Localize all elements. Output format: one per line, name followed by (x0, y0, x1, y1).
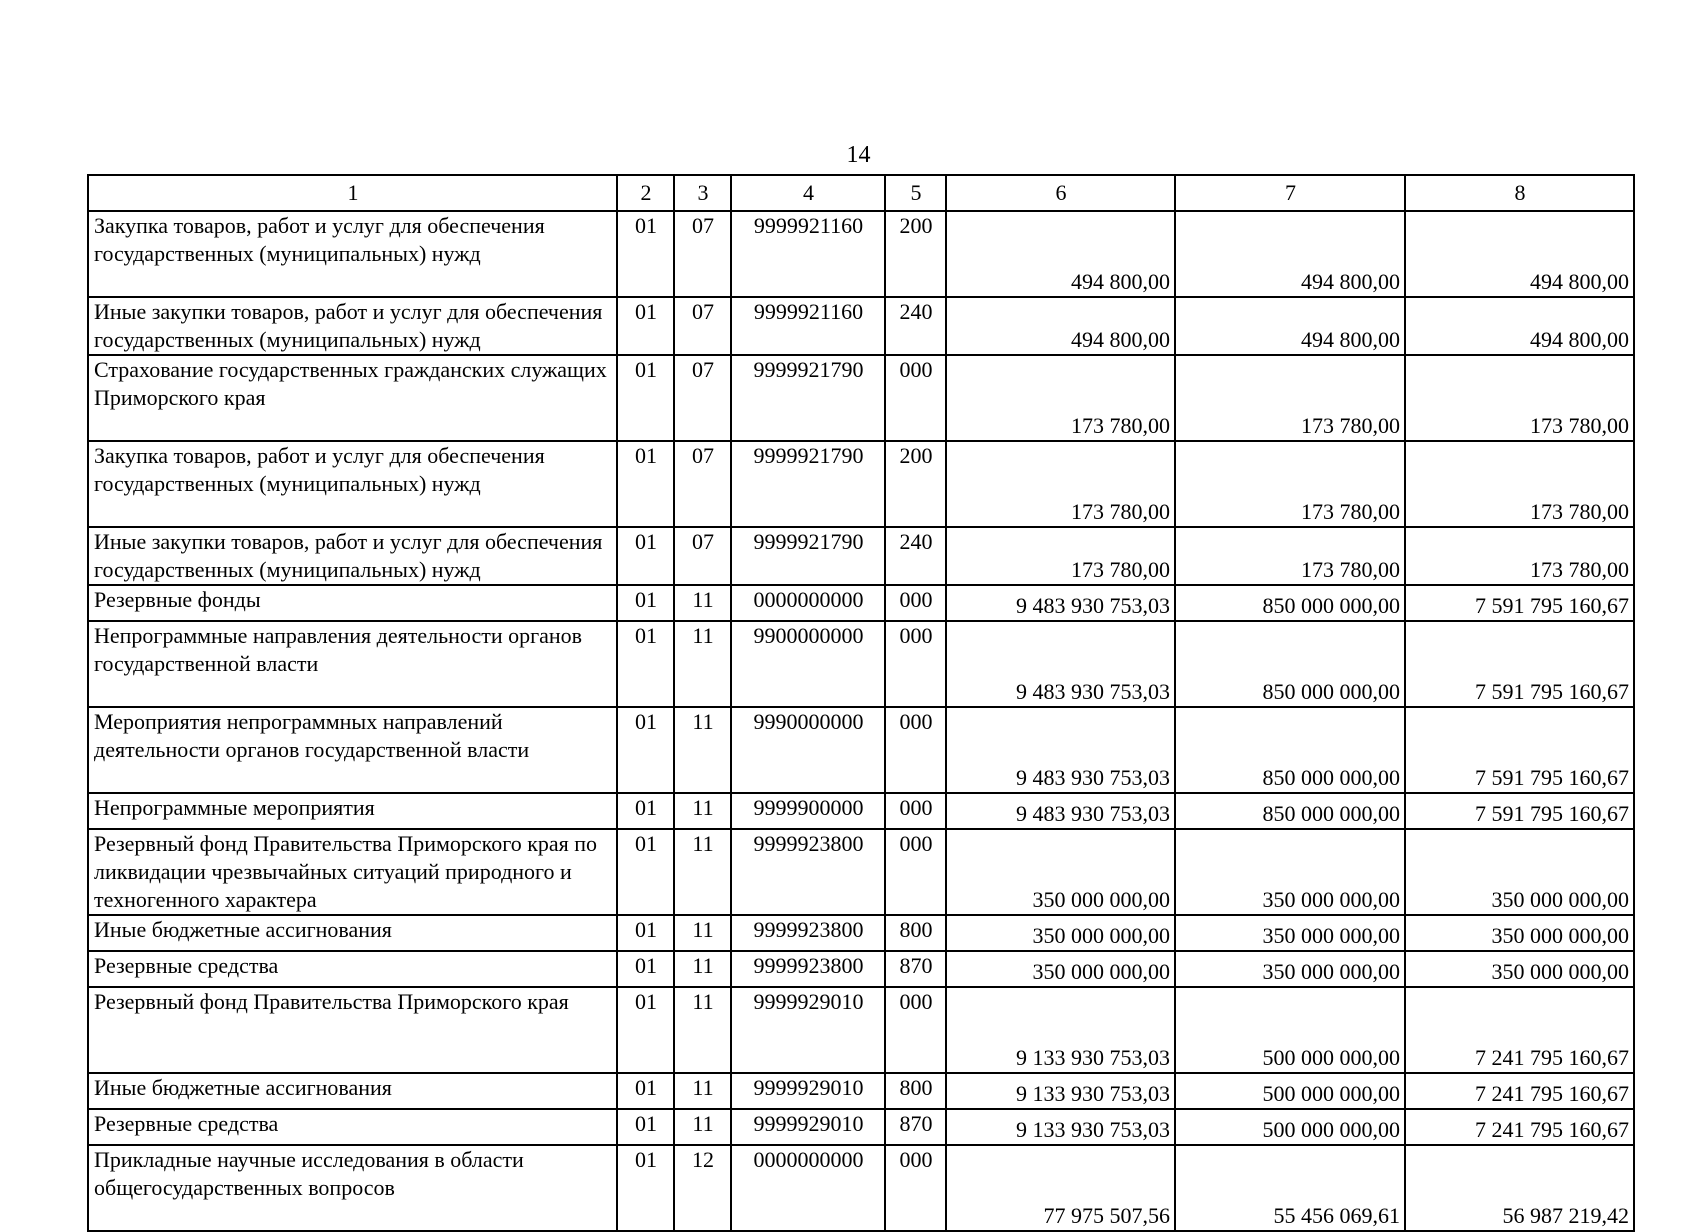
row-target-code: 9999923800 (731, 915, 885, 951)
row-amount-8: 7 591 795 160,67 (1405, 621, 1634, 707)
row-amount-8: 494 800,00 (1405, 211, 1634, 297)
row-amount-6: 173 780,00 (946, 441, 1175, 527)
page-number: 14 (846, 142, 871, 168)
row-subsection: 11 (674, 915, 731, 951)
table-row (88, 355, 1634, 441)
row-subsection: 11 (674, 1073, 731, 1109)
row-amount-7: 494 800,00 (1175, 297, 1405, 355)
row-amount-6: 9 483 930 753,03 (946, 793, 1175, 829)
row-subsection: 11 (674, 987, 731, 1073)
row-name: Непрограммные направления деятельности органов государственной власти (88, 621, 617, 707)
row-amount-7: 55 456 069,61 (1175, 1145, 1405, 1231)
row-subsection: 07 (674, 441, 731, 527)
row-amount-6: 494 800,00 (946, 211, 1175, 297)
row-target-code: 9999923800 (731, 829, 885, 915)
row-expense-type: 240 (885, 527, 946, 585)
row-expense-type: 870 (885, 951, 946, 987)
row-amount-8: 173 780,00 (1405, 355, 1634, 441)
table-row (88, 527, 1634, 585)
row-amount-8: 7 591 795 160,67 (1405, 707, 1634, 793)
row-section: 01 (617, 951, 674, 987)
row-subsection: 07 (674, 355, 731, 441)
header-col-7: 7 (1175, 175, 1405, 211)
row-amount-8: 7 241 795 160,67 (1405, 1109, 1634, 1145)
row-target-code: 9900000000 (731, 621, 885, 707)
table-row (88, 1109, 1634, 1145)
row-name: Иные бюджетные ассигнования (88, 915, 617, 951)
row-expense-type: 000 (885, 1145, 946, 1231)
header-col-1: 1 (88, 175, 617, 211)
row-name: Иные бюджетные ассигнования (88, 1073, 617, 1109)
table-header-row (88, 175, 1634, 211)
row-target-code: 9999921790 (731, 527, 885, 585)
row-target-code: 9999921790 (731, 441, 885, 527)
budget-table (87, 174, 1635, 1232)
row-amount-6: 350 000 000,00 (946, 951, 1175, 987)
row-amount-6: 9 133 930 753,03 (946, 987, 1175, 1073)
row-amount-8: 56 987 219,42 (1405, 1145, 1634, 1231)
row-section: 01 (617, 527, 674, 585)
row-name: Резервные средства (88, 1109, 617, 1145)
table-row (88, 1145, 1634, 1231)
row-amount-7: 500 000 000,00 (1175, 1073, 1405, 1109)
row-amount-8: 350 000 000,00 (1405, 829, 1634, 915)
row-section: 01 (617, 621, 674, 707)
row-subsection: 11 (674, 793, 731, 829)
row-section: 01 (617, 211, 674, 297)
row-target-code: 9999929010 (731, 987, 885, 1073)
row-amount-6: 9 483 930 753,03 (946, 707, 1175, 793)
row-section: 01 (617, 585, 674, 621)
row-amount-8: 7 591 795 160,67 (1405, 793, 1634, 829)
row-amount-6: 9 133 930 753,03 (946, 1073, 1175, 1109)
row-name: Прикладные научные исследования в области общегосударственных вопросов (88, 1145, 617, 1231)
row-target-code: 9999923800 (731, 951, 885, 987)
header-col-4: 4 (731, 175, 885, 211)
row-name: Закупка товаров, работ и услуг для обеспечения государственных (муниципальных) нужд (88, 441, 617, 527)
row-expense-type: 000 (885, 621, 946, 707)
table-row (88, 211, 1634, 297)
row-target-code: 9999900000 (731, 793, 885, 829)
header-col-8: 8 (1405, 175, 1634, 211)
row-amount-6: 9 483 930 753,03 (946, 621, 1175, 707)
row-expense-type: 870 (885, 1109, 946, 1145)
header-col-3: 3 (674, 175, 731, 211)
row-target-code: 0000000000 (731, 585, 885, 621)
row-subsection: 07 (674, 297, 731, 355)
row-target-code: 9999929010 (731, 1109, 885, 1145)
row-expense-type: 800 (885, 915, 946, 951)
row-section: 01 (617, 915, 674, 951)
header-col-5: 5 (885, 175, 946, 211)
row-amount-7: 500 000 000,00 (1175, 1109, 1405, 1145)
row-amount-8: 173 780,00 (1405, 527, 1634, 585)
row-name: Непрограммные мероприятия (88, 793, 617, 829)
table-row (88, 441, 1634, 527)
row-amount-6: 77 975 507,56 (946, 1145, 1175, 1231)
table-row (88, 585, 1634, 621)
row-subsection: 12 (674, 1145, 731, 1231)
row-expense-type: 240 (885, 297, 946, 355)
row-target-code: 0000000000 (731, 1145, 885, 1231)
row-target-code: 9999921160 (731, 297, 885, 355)
row-expense-type: 200 (885, 211, 946, 297)
row-expense-type: 200 (885, 441, 946, 527)
row-subsection: 07 (674, 211, 731, 297)
row-section: 01 (617, 441, 674, 527)
row-name: Резервные фонды (88, 585, 617, 621)
row-subsection: 11 (674, 951, 731, 987)
table-row (88, 951, 1634, 987)
row-target-code: 9999921160 (731, 211, 885, 297)
row-name: Страхование государственных гражданских служащих Приморского края (88, 355, 617, 441)
row-section: 01 (617, 829, 674, 915)
row-target-code: 9990000000 (731, 707, 885, 793)
row-amount-8: 350 000 000,00 (1405, 915, 1634, 951)
row-expense-type: 000 (885, 987, 946, 1073)
row-amount-7: 850 000 000,00 (1175, 707, 1405, 793)
row-subsection: 11 (674, 621, 731, 707)
row-amount-8: 173 780,00 (1405, 441, 1634, 527)
row-expense-type: 000 (885, 585, 946, 621)
row-name: Мероприятия непрограммных направлений деятельности органов государственной власти (88, 707, 617, 793)
row-section: 01 (617, 355, 674, 441)
row-subsection: 11 (674, 585, 731, 621)
row-section: 01 (617, 297, 674, 355)
header-col-6: 6 (946, 175, 1175, 211)
row-amount-6: 350 000 000,00 (946, 915, 1175, 951)
row-amount-6: 9 483 930 753,03 (946, 585, 1175, 621)
row-name: Иные закупки товаров, работ и услуг для обеспечения государственных (муниципальных) нужд (88, 527, 617, 585)
row-section: 01 (617, 987, 674, 1073)
table-row (88, 793, 1634, 829)
row-amount-7: 850 000 000,00 (1175, 793, 1405, 829)
table-row (88, 915, 1634, 951)
header-col-2: 2 (617, 175, 674, 211)
row-expense-type: 000 (885, 793, 946, 829)
row-amount-7: 173 780,00 (1175, 527, 1405, 585)
row-amount-8: 494 800,00 (1405, 297, 1634, 355)
row-amount-6: 494 800,00 (946, 297, 1175, 355)
row-amount-6: 173 780,00 (946, 355, 1175, 441)
row-name: Резервный фонд Правительства Приморского края по ликвидации чрезвычайных ситуаций природного и техногенного характера (88, 829, 617, 915)
row-expense-type: 800 (885, 1073, 946, 1109)
row-amount-7: 173 780,00 (1175, 441, 1405, 527)
row-amount-7: 494 800,00 (1175, 211, 1405, 297)
row-name: Иные закупки товаров, работ и услуг для обеспечения государственных (муниципальных) нужд (88, 297, 617, 355)
row-subsection: 11 (674, 829, 731, 915)
row-amount-6: 9 133 930 753,03 (946, 1109, 1175, 1145)
row-subsection: 11 (674, 707, 731, 793)
table-row (88, 987, 1634, 1073)
table-row (88, 1073, 1634, 1109)
row-section: 01 (617, 1109, 674, 1145)
row-name: Закупка товаров, работ и услуг для обеспечения государственных (муниципальных) нужд (88, 211, 617, 297)
row-name: Резервные средства (88, 951, 617, 987)
row-target-code: 9999921790 (731, 355, 885, 441)
row-expense-type: 000 (885, 707, 946, 793)
row-amount-7: 350 000 000,00 (1175, 829, 1405, 915)
row-name: Резервный фонд Правительства Приморского края (88, 987, 617, 1073)
row-amount-8: 7 241 795 160,67 (1405, 1073, 1634, 1109)
row-target-code: 9999929010 (731, 1073, 885, 1109)
row-subsection: 07 (674, 527, 731, 585)
row-amount-7: 850 000 000,00 (1175, 621, 1405, 707)
table-row (88, 297, 1634, 355)
row-amount-8: 350 000 000,00 (1405, 951, 1634, 987)
row-section: 01 (617, 1073, 674, 1109)
row-amount-7: 500 000 000,00 (1175, 987, 1405, 1073)
table-row (88, 707, 1634, 793)
row-subsection: 11 (674, 1109, 731, 1145)
row-amount-7: 350 000 000,00 (1175, 915, 1405, 951)
row-amount-6: 173 780,00 (946, 527, 1175, 585)
row-expense-type: 000 (885, 355, 946, 441)
row-amount-8: 7 241 795 160,67 (1405, 987, 1634, 1073)
row-section: 01 (617, 707, 674, 793)
row-amount-6: 350 000 000,00 (946, 829, 1175, 915)
row-expense-type: 000 (885, 829, 946, 915)
table-row (88, 621, 1634, 707)
row-amount-7: 850 000 000,00 (1175, 585, 1405, 621)
row-amount-7: 173 780,00 (1175, 355, 1405, 441)
row-section: 01 (617, 793, 674, 829)
row-amount-8: 7 591 795 160,67 (1405, 585, 1634, 621)
row-amount-7: 350 000 000,00 (1175, 951, 1405, 987)
table-row (88, 829, 1634, 915)
row-section: 01 (617, 1145, 674, 1231)
